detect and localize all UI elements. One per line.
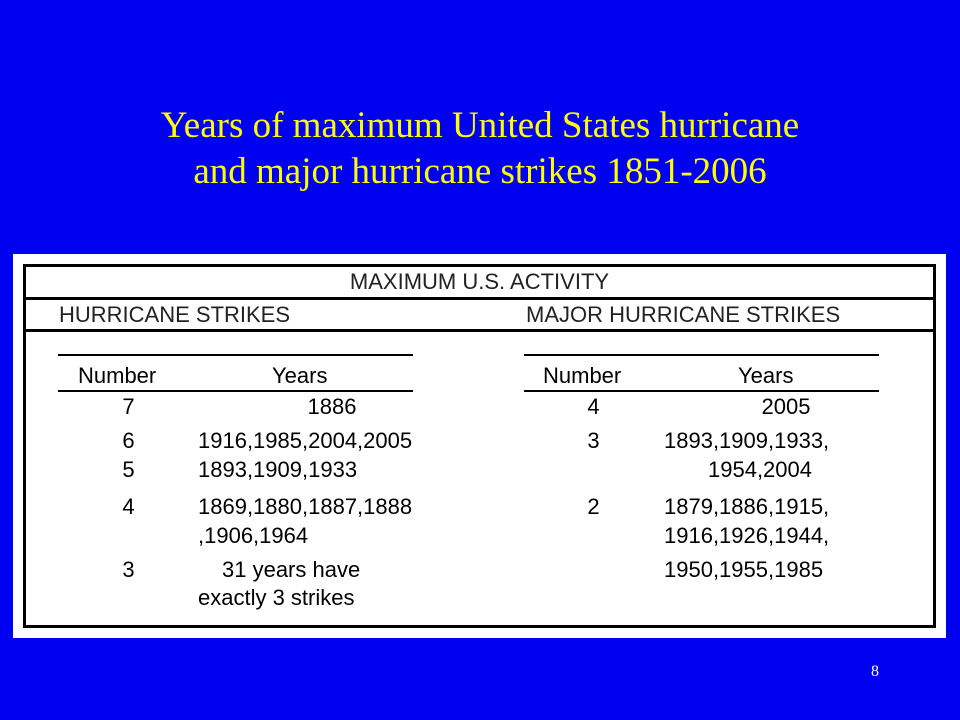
table-heading: MAXIMUM U.S. ACTIVITY [26,267,933,300]
left-row-number: 3 [122,557,135,582]
left-row-years: ,1906,1964 [198,523,309,548]
left-row-years: 1886 [307,394,357,419]
right-section-header: MAJOR HURRICANE STRIKES [526,302,841,327]
slide-title [0,103,960,195]
left-row-years: 1869,1880,1887,1888 [198,494,413,519]
section-headers [26,300,933,332]
left-top-rule [58,354,413,356]
left-row-number: 4 [122,494,135,519]
left-row-years: exactly 3 strikes [198,585,355,610]
left-col-number-header: Number [78,363,157,388]
left-row-years: 1916,1985,2004,2005 [198,428,413,453]
right-row-years: 1950,1955,1985 [664,557,824,582]
left-col-years-header: Years [272,363,328,388]
right-row-number: 3 [587,428,600,453]
right-top-rule [524,354,879,356]
activity-table-image [13,254,946,638]
slide-title-line-2: and major hurricane strikes 1851-2006 [193,151,767,192]
right-row-years: 1954,2004 [708,457,812,482]
right-col-number-header: Number [543,363,622,388]
left-row-number: 7 [122,394,135,419]
left-row-years: 31 years have [222,557,361,582]
right-col-years-header: Years [738,363,794,388]
activity-table-frame [23,264,936,628]
page-number: 8 [871,663,879,680]
right-row-years: 2005 [761,394,811,419]
left-section-header: HURRICANE STRIKES [59,302,291,327]
left-row-number: 6 [122,428,135,453]
slide-title-line-1: Years of maximum United States hurricane [160,105,800,146]
left-header-rule [58,390,413,392]
left-row-number: 5 [122,457,135,482]
right-row-years: 1893,1909,1933, [664,428,830,453]
right-row-number: 2 [587,494,600,519]
right-row-number: 4 [587,394,600,419]
right-header-rule [524,390,879,392]
right-row-years: 1916,1926,1944, [664,523,830,548]
left-row-years: 1893,1909,1933 [198,457,358,482]
right-row-years: 1879,1886,1915, [664,494,830,519]
